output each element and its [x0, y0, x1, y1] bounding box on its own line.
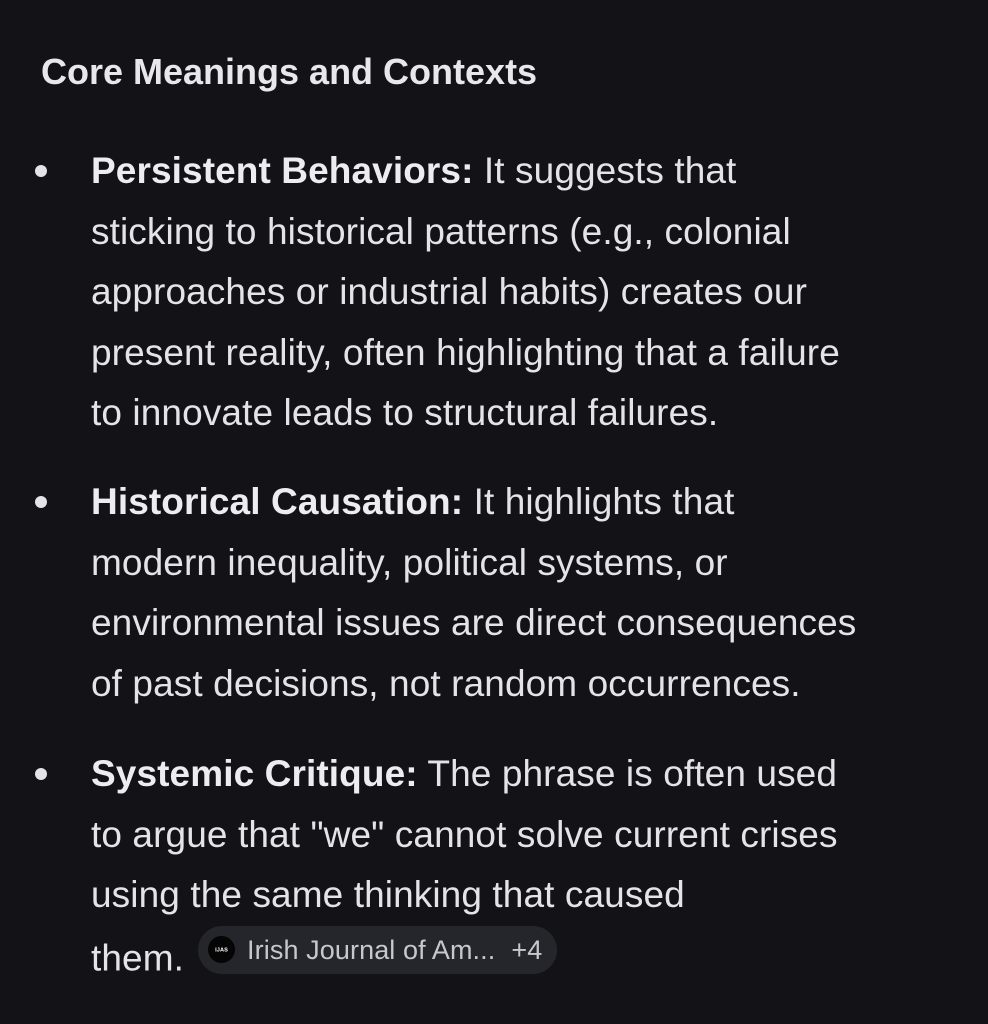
text-line: present reality, often highlighting that a failure: [91, 331, 840, 373]
text-line: using the same thinking that caused: [91, 874, 685, 915]
text-line: to argue that "we" cannot solve current crises: [91, 813, 838, 855]
text-line: [91, 472, 971, 533]
list-item-term: Persistent Behaviors:: [91, 150, 474, 191]
text-line: [91, 926, 971, 989]
text-line: modern inequality, political systems, or: [91, 541, 728, 583]
bullet-icon: [35, 768, 47, 780]
journal-logo-icon: [208, 936, 235, 963]
svg-text:IJAS: IJAS: [215, 947, 228, 954]
list-item-text: [91, 744, 971, 989]
text-line: sticking to historical patterns (e.g., colonial: [91, 210, 791, 252]
list-item-term: Systemic Critique:: [91, 753, 418, 794]
source-chip-count: +4: [511, 934, 543, 965]
text-run: It highlights that: [463, 481, 735, 522]
text-run: The phrase is often used: [417, 753, 838, 794]
source-chip-label: Irish Journal of Am...: [247, 934, 496, 965]
text-run: them.: [91, 937, 185, 978]
bullet-icon: [35, 496, 47, 508]
text-line: to innovate leads to structural failures.: [91, 392, 719, 433]
list-item-term: Historical Causation:: [91, 481, 464, 522]
section-heading: Core Meanings and Contexts: [41, 51, 538, 92]
list-item-text: [91, 472, 971, 714]
text-line: [91, 141, 971, 202]
text-line: [91, 744, 971, 805]
list-item-text: [91, 141, 971, 444]
text-line: environmental issues are direct consequences: [91, 602, 857, 643]
text-line: approaches or industrial habits) creates our: [91, 271, 807, 312]
bullet-icon: [35, 165, 47, 177]
text-run: It suggests that: [473, 150, 737, 191]
source-chip[interactable]: [198, 926, 557, 974]
text-line: of past decisions, not random occurrences.: [91, 662, 801, 704]
